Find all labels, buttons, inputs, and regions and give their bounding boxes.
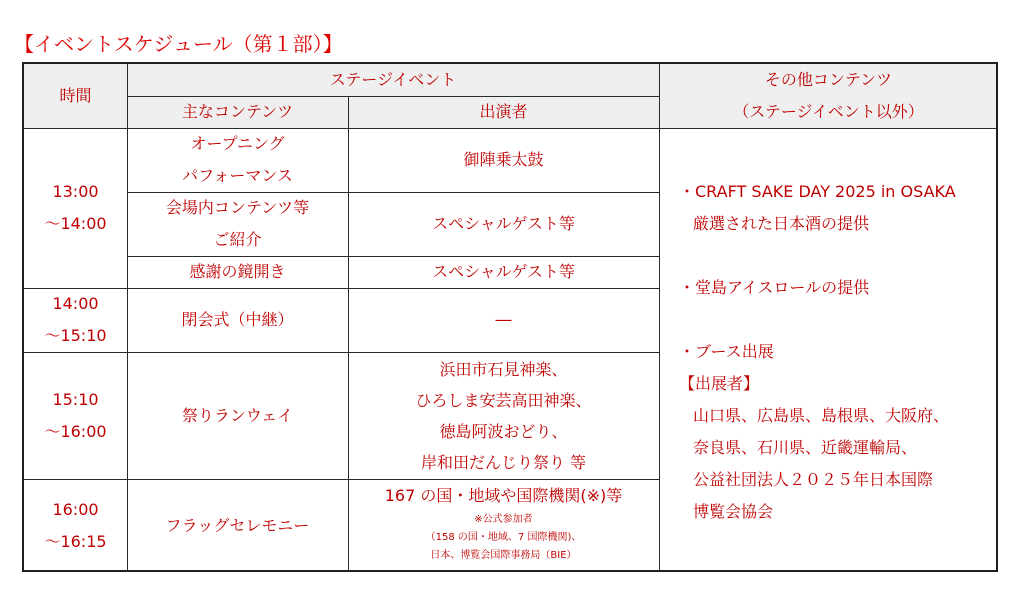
content-cell-4 [127, 288, 348, 352]
grid-line [24, 479, 659, 480]
time-start: 16:00 [52, 499, 99, 519]
grid-line [127, 64, 128, 572]
performer-cell-2 [348, 192, 659, 256]
header-stage-event-label: ステージイベント [329, 70, 457, 89]
content-line: 会場内コンテンツ等 [165, 198, 310, 217]
performer-line: ひろしま安芸高田神楽、 [415, 390, 592, 410]
grid-line [127, 192, 659, 193]
grid-line [24, 128, 998, 129]
time-end: ～16:00 [44, 421, 107, 441]
performer-text: スペシャルゲスト等 [432, 262, 575, 281]
content-cell-1 [127, 128, 348, 192]
time-start: 15:10 [52, 389, 99, 409]
performer-line: 岸和田だんじり祭り 等 [420, 452, 587, 472]
content-line: オープニング [190, 134, 285, 153]
time-cell-3 [24, 352, 127, 479]
content-line: 閉会式（中継） [181, 310, 294, 329]
time-end: ～15:10 [44, 326, 107, 345]
content-cell-2 [127, 192, 348, 256]
content-line: 祭りランウェイ [181, 405, 294, 425]
content-line: フラッグセレモニー [165, 515, 310, 535]
time-cell-1 [24, 128, 127, 288]
performer-line: 徳島阿波おどり、 [439, 421, 568, 441]
time-start: 14:00 [52, 294, 99, 313]
content-line: パフォーマンス [182, 166, 293, 185]
content-line: 感謝の鏡開き [189, 262, 286, 281]
other-item-craft-sake: ・CRAFT SAKE DAY 2025 in OSAKA [679, 182, 956, 201]
content-line: ご紹介 [213, 230, 262, 249]
time-start: 13:00 [52, 182, 99, 201]
header-main-contents [127, 96, 348, 128]
other-contents-list [679, 176, 998, 528]
schedule-table [22, 62, 998, 572]
header-time [24, 64, 127, 128]
performer-cell-4 [348, 288, 659, 352]
header-performers [348, 96, 659, 128]
grid-line [24, 352, 659, 353]
header-other-line1: その他コンテンツ [764, 70, 893, 89]
content-cell-5 [127, 352, 348, 479]
other-item-booth: ・ブース出展 [679, 342, 774, 361]
header-other-line2: （ステージイベント以外） [733, 102, 924, 121]
schedule-title: 【イベントスケジュール（第１部）】 [14, 32, 343, 56]
time-end: ～16:15 [44, 531, 107, 551]
performer-text: ― [495, 310, 512, 329]
performer-cell-5 [348, 352, 659, 479]
header-main-contents-label: 主なコンテンツ [181, 102, 294, 121]
grid-line [348, 96, 349, 572]
grid-line [659, 64, 660, 572]
performer-line: 167 の国・地域や国際機関(※)等 [384, 486, 623, 505]
performer-cell-1 [348, 128, 659, 192]
exhibitor-line: 公益社団法人２０２５年日本国際 [693, 470, 934, 489]
footnote-line: （158 の国・地域、7 国際機関)、 [425, 532, 582, 543]
header-performers-label: 出演者 [479, 102, 528, 121]
time-end: ～14:00 [44, 214, 107, 233]
grid-line [127, 96, 659, 97]
performer-line: 浜田市石見神楽、 [439, 359, 568, 379]
exhibitor-line: 博覧会協会 [693, 502, 774, 521]
content-cell-6 [127, 479, 348, 572]
performer-cell-3 [348, 256, 659, 288]
other-item-craft-sake-sub: 厳選された日本酒の提供 [693, 214, 870, 233]
header-other-contents [659, 64, 998, 128]
performer-text: 御陣乗太鼓 [463, 150, 544, 169]
exhibitor-line: 山口県、広島県、島根県、大阪府、 [693, 406, 950, 425]
exhibitors-label: 【出展者】 [679, 374, 760, 393]
header-time-label: 時間 [59, 86, 92, 105]
exhibitor-line: 奈良県、石川県、近畿運輸局、 [693, 438, 918, 457]
grid-line [127, 256, 659, 257]
header-stage-event [127, 64, 659, 96]
time-cell-4 [24, 479, 127, 572]
time-cell-2 [24, 288, 127, 352]
footnote-line: 日本、博覧会国際事務局（BIE） [430, 550, 577, 561]
other-item-ice-roll: ・堂島アイスロールの提供 [679, 278, 870, 297]
content-cell-3 [127, 256, 348, 288]
footnote-line: ※公式参加者 [474, 514, 533, 525]
performer-cell-6 [348, 479, 659, 572]
performer-text: スペシャルゲスト等 [432, 214, 575, 233]
grid-line [24, 288, 659, 289]
